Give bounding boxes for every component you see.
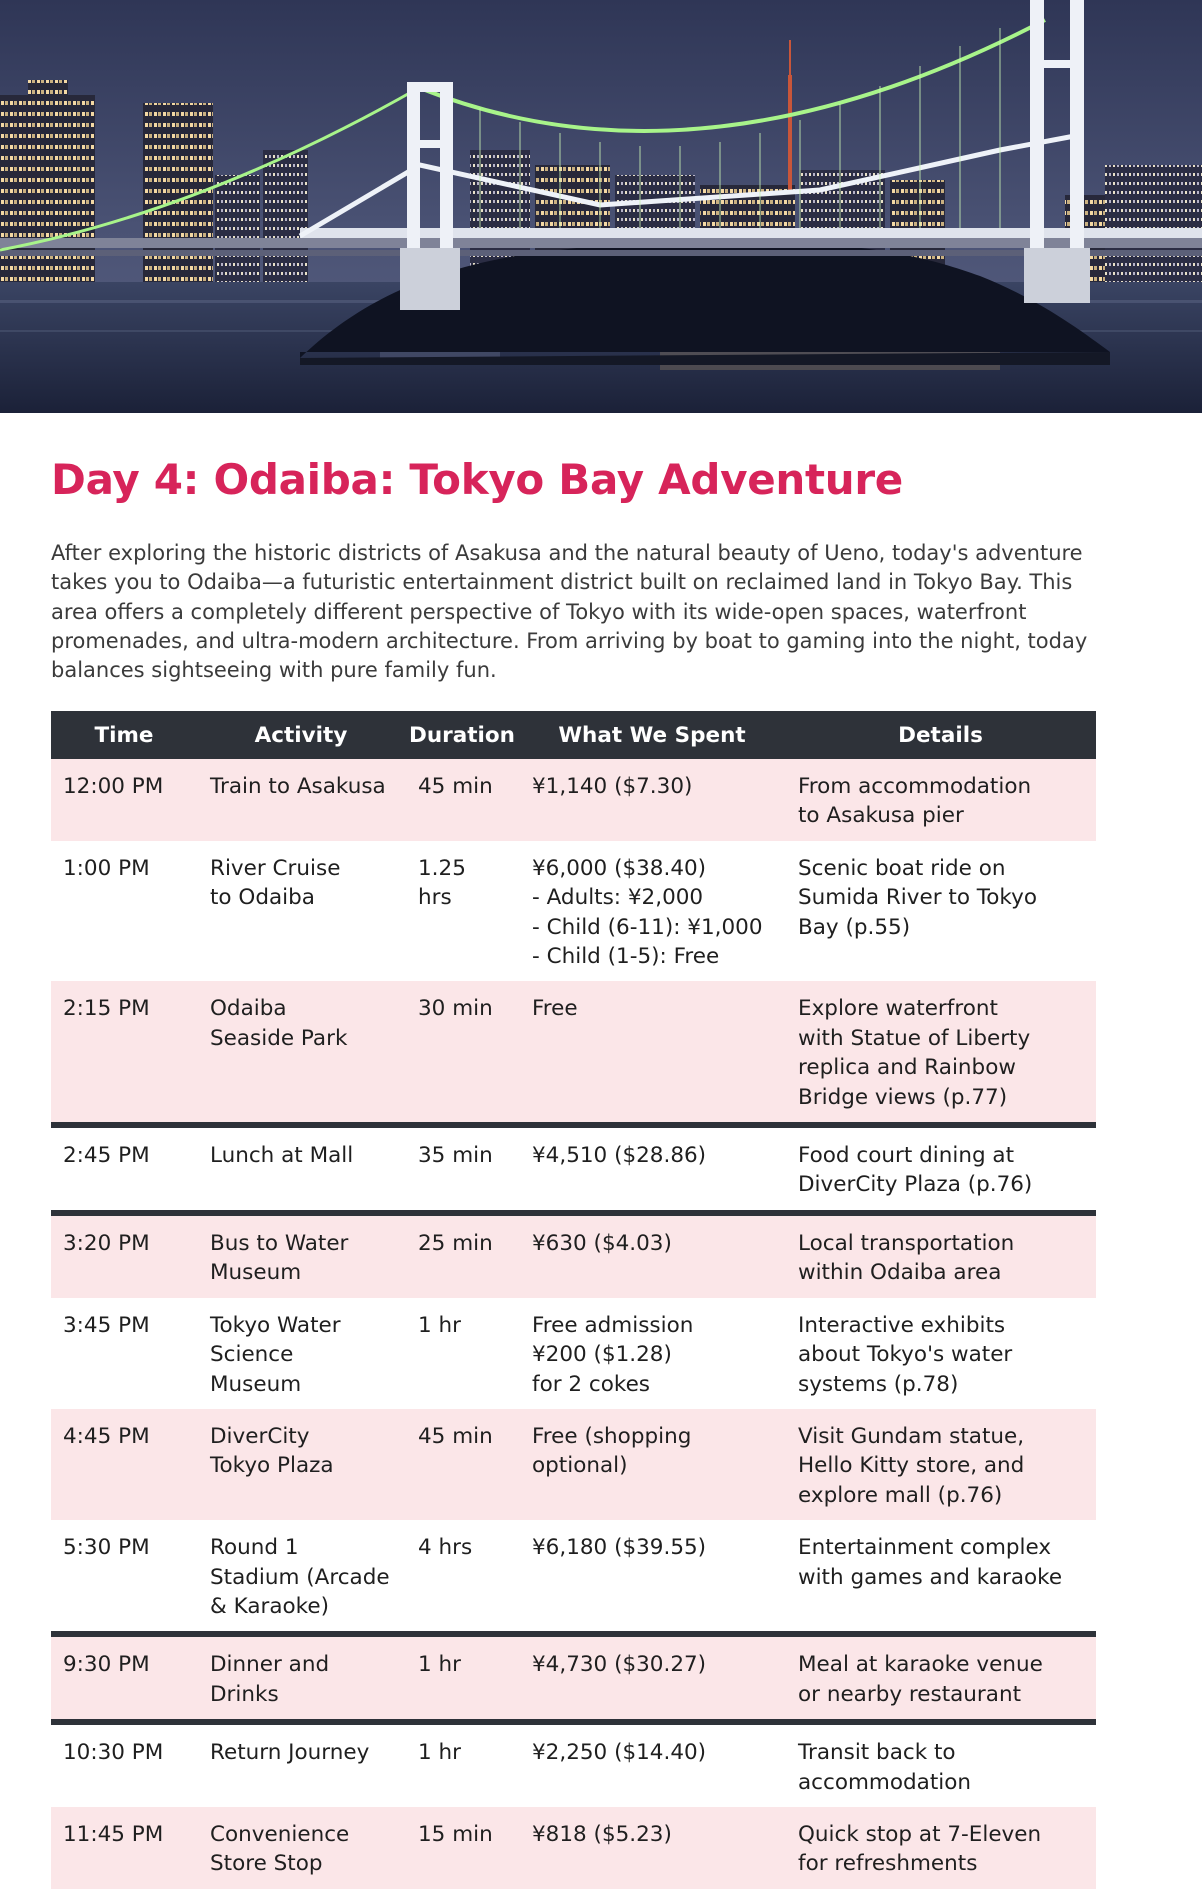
header-what-we-spent: What We Spent (519, 711, 785, 759)
row-duration: 25 min (405, 1213, 519, 1298)
row-duration: 30 min (405, 981, 519, 1125)
row-time: 4:45 PM (51, 1409, 197, 1520)
table-row (51, 1213, 1096, 1298)
table-row (51, 1722, 1096, 1807)
row-details: From accommodation to Asakusa pier (785, 759, 1096, 841)
row-cost: ¥630 ($4.03) (519, 1213, 785, 1298)
row-activity: Odaiba Seaside Park (197, 981, 405, 1125)
table-row (51, 1634, 1096, 1722)
intro-paragraph: After exploring the historic districts of Asakusa and the natural beauty of Ueno, today's adventure takes you to Odaiba—a futuristic entertainment district built on reclaimed land in Tokyo Bay. This area offers a completely different perspective of Tokyo with its wide-open spaces, waterfront promenades, and ultra-modern architecture. From arriving by boat to gaming into the night, today balances sightseeing with pure family fun. (51, 541, 1088, 683)
page-title: Day 4: Odaiba: Tokyo Bay Adventure (51, 455, 903, 504)
header-duration: Duration (405, 711, 519, 759)
row-duration: 1.25 hrs (405, 841, 519, 982)
header-time: Time (51, 711, 197, 759)
table-row (51, 1520, 1096, 1634)
row-details: Food court dining at DiverCity Plaza (p.76) (785, 1125, 1096, 1213)
row-cost: ¥6,000 ($38.40) - Adults: ¥2,000 - Child (6-11): ¥1,000 - Child (1-5): Free (519, 841, 785, 982)
row-activity: Train to Asakusa (197, 759, 405, 841)
row-cost: Free admission ¥200 ($1.28) for 2 cokes (519, 1298, 785, 1409)
row-details: Visit Gundam statue, Hello Kitty store, and explore mall (p.76) (785, 1409, 1096, 1520)
table-row (51, 759, 1096, 841)
itinerary-table (51, 711, 1096, 1891)
row-cost: Free (shopping optional) (519, 1409, 785, 1520)
table-header-row (51, 711, 1096, 759)
table-row (51, 981, 1096, 1125)
row-cost: Free (519, 981, 785, 1125)
row-time: 3:20 PM (51, 1213, 197, 1298)
row-time: 1:00 PM (51, 841, 197, 982)
table-row (51, 1298, 1096, 1409)
row-time: 3:45 PM (51, 1298, 197, 1409)
row-cost: ¥4,730 ($30.27) (519, 1634, 785, 1722)
table-row (51, 1409, 1096, 1520)
row-details: Local transportation within Odaiba area (785, 1213, 1096, 1298)
row-duration: 1 hr (405, 1634, 519, 1722)
row-duration: 1 hr (405, 1298, 519, 1409)
row-time: 5:30 PM (51, 1520, 197, 1634)
row-details: Quick stop at 7-Eleven for refreshments (785, 1807, 1096, 1890)
row-cost: ¥818 ($5.23) (519, 1807, 785, 1890)
row-activity: DiverCity Tokyo Plaza (197, 1409, 405, 1520)
row-details: Meal at karaoke venue or nearby restaurant (785, 1634, 1096, 1722)
row-cost: ¥2,250 ($14.40) (519, 1722, 785, 1807)
row-duration: 35 min (405, 1125, 519, 1213)
row-duration: 4 hrs (405, 1520, 519, 1634)
row-cost: ¥4,510 ($28.86) (519, 1125, 785, 1213)
row-activity: Lunch at Mall (197, 1125, 405, 1213)
row-time: 10:30 PM (51, 1722, 197, 1807)
row-duration: 45 min (405, 759, 519, 841)
row-details: Explore waterfront with Statue of Liberty replica and Rainbow Bridge views (p.77) (785, 981, 1096, 1125)
row-details: Transit back to accommodation (785, 1722, 1096, 1807)
row-time: 12:00 PM (51, 759, 197, 841)
header-activity: Activity (197, 711, 405, 759)
row-activity: Round 1 Stadium (Arcade & Karaoke) (197, 1520, 405, 1634)
row-time: 2:45 PM (51, 1125, 197, 1213)
row-time: 2:15 PM (51, 981, 197, 1125)
hero-image (0, 0, 1202, 413)
header-details: Details (785, 711, 1096, 759)
table-row (51, 841, 1096, 982)
row-time: 11:45 PM (51, 1807, 197, 1890)
row-details: Scenic boat ride on Sumida River to Tokyo Bay (p.55) (785, 841, 1096, 982)
row-cost: ¥6,180 ($39.55) (519, 1520, 785, 1634)
row-duration: 45 min (405, 1409, 519, 1520)
table-row (51, 1807, 1096, 1890)
row-cost: ¥1,140 ($7.30) (519, 759, 785, 841)
row-details: Entertainment complex with games and karaoke (785, 1520, 1096, 1634)
row-activity: River Cruise to Odaiba (197, 841, 405, 982)
row-activity: Bus to Water Museum (197, 1213, 405, 1298)
row-duration: 1 hr (405, 1722, 519, 1807)
row-activity: Convenience Store Stop (197, 1807, 405, 1890)
row-duration: 15 min (405, 1807, 519, 1890)
row-details: Interactive exhibits about Tokyo's water systems (p.78) (785, 1298, 1096, 1409)
row-activity: Dinner and Drinks (197, 1634, 405, 1722)
row-activity: Tokyo Water Science Museum (197, 1298, 405, 1409)
row-time: 9:30 PM (51, 1634, 197, 1722)
table-row (51, 1125, 1096, 1213)
row-activity: Return Journey (197, 1722, 405, 1807)
